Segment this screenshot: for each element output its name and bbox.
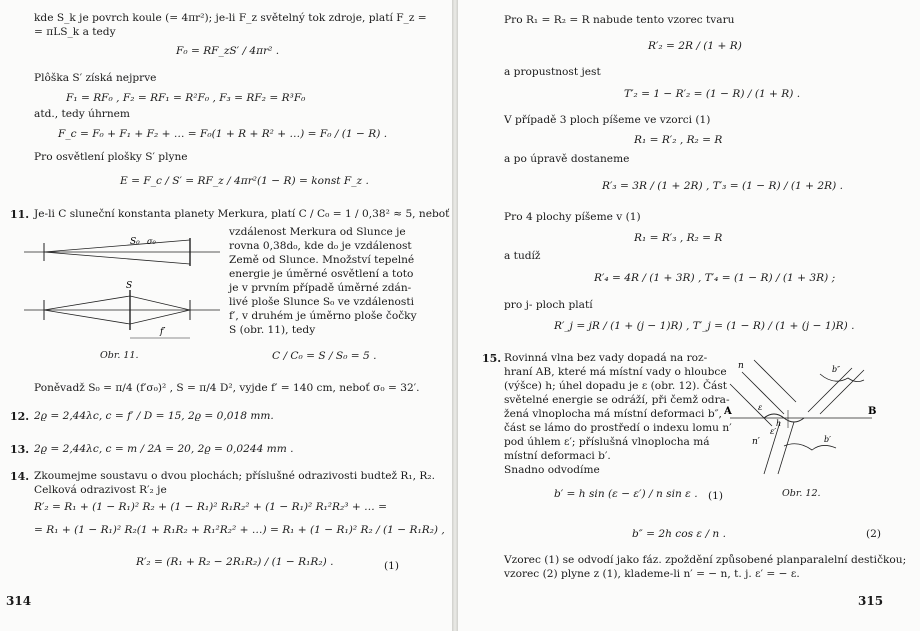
text-line: a po úpravě dostaneme [504,153,630,165]
text-line: atd., tedy úhrnem [34,108,130,120]
text-line: = πLS_k a tedy [34,26,116,38]
problem-number: 15. [482,352,502,365]
text-line: S (obr. 11), tedy [229,324,316,336]
text-line: Poněvadž S₀ = π/4 (f′σ₀)² , S = π/4 D², vyjde f′ = 140 cm, neboť σ₀ = 32′. [34,382,420,394]
equation: b′ = h sin (ε − ε′) / n sin ε . [554,488,698,500]
text-line: místní deformaci b′. [504,450,611,462]
fig-label-n: n [738,361,744,371]
equation: = R₁ + (1 − R₁)² R₂(1 + R₁R₂ + R₁²R₂² + …) = R₁ + (1 − R₁)² R₂ / (1 − R₁R₂) , [34,524,445,536]
fig-label-b: B [868,406,877,417]
text-line: V případě 3 ploch píšeme ve vzorci (1) [504,114,711,126]
text-line: Snadno odvodíme [504,464,600,476]
equation: T′₂ = 1 − R′₂ = (1 − R) / (1 + R) . [624,88,801,100]
equation: F_c = F₀ + F₁ + F₂ + … = F₀(1 + R + R² + …) = F₀ / (1 − R) . [58,128,388,140]
text-line: je v prvním případě úměrné zdán- [229,282,412,294]
equation: F₁ = RF₀ , F₂ = RF₁ = R²F₀ , F₃ = RF₂ = R³F₀ [66,92,306,104]
text-line: Země od Slunce. Množství tepelné [229,254,415,266]
text-line: pod úhlem ε′; příslušná vlnoplocha má [504,436,710,448]
equation: b″ = 2h cos ε / n . [632,528,726,540]
right-page [458,0,920,631]
text-line: Zkoumejme soustavu o dvou plochách; příslušné odrazivosti budtež R₁, R₂. [34,470,435,482]
problem-number: 14. [10,470,30,483]
equation: F₀ = RF_zS′ / 4πr² . [176,45,280,57]
page-number: 315 [858,594,884,608]
text-line: a propustnost jest [504,66,601,78]
text-line: rovna 0,38d₀, kde d₀ je vzdálenost [229,240,412,252]
equation-number: (1) [708,490,724,502]
equation: R₁ = R′₃ , R₂ = R [634,232,723,244]
text-line: hraní AB, které má místní vady o hloubce [504,366,727,378]
text-line: Vzorec (1) se odvodí jako fáz. zpoždění způsobené planparalelní destičkou; [504,554,907,566]
text-line: kde S_k je povrch koule (= 4πr²); je-li F_z světelný tok zdroje, platí F_z = [34,12,427,24]
equation-number: (2) [866,528,882,540]
text-line: Pro 4 plochy píšeme v (1) [504,211,641,223]
text-line: vzorec (2) plyne z (1), klademe-li n′ = − n, t. j. ε′ = − ε. [504,568,800,580]
text-line: pro j- ploch platí [504,299,593,311]
page-number: 314 [6,594,32,608]
text-line: vzdálenost Merkura od Slunce je [229,226,406,238]
figure-caption: Obr. 11. [100,350,139,361]
fig-label-sigma: σ₀ [147,237,156,246]
equation: R′₄ = 4R / (1 + 3R) , T′₄ = (1 − R) / (1 + 3R) ; [594,272,836,284]
equation: R′₂ = R₁ + (1 − R₁)² R₂ + (1 − R₁)² R₁R₂² + (1 − R₁)² R₁²R₂³ + … = [34,501,387,513]
equation: R₁ = R′₂ , R₂ = R [634,134,723,146]
equation: 2ϱ = 2,44λc, c = f′ / D = 15, 2ϱ = 0,018 mm. [34,410,274,422]
fig-label-s0: S₀ [130,237,140,247]
figure-11 [14,230,226,350]
problem-number: 11. [10,208,30,221]
fig-label-b1: b′ [824,435,831,444]
text-line: energie je úměrné osvětlení a toto [229,268,414,280]
text-line: Pro R₁ = R₂ = R nabude tento vzorec tvaru [504,14,735,26]
fig-label-h: h [776,419,782,428]
text-line: Celková odrazivost R′₂ je [34,484,167,496]
text-line: (výšce) h; úhel dopadu je ε (obr. 12). Část [504,380,728,392]
text-line: Rovinná vlna bez vady dopadá na roz- [504,352,708,364]
equation: 2ϱ = 2,44λc, c = m / 2A = 20, 2ϱ = 0,0244 mm . [34,443,294,455]
fig-label-eps2: ε′ [770,427,777,436]
text-line: a tudíž [504,250,541,262]
fig-label-b2: b″ [832,365,841,374]
problem-number: 12. [10,410,30,423]
equation: R′_j = jR / (1 + (j − 1)R) , T′_j = (1 − R) / (1 + (j − 1)R) . [554,320,855,332]
text-line: světelné energie se odráží, při čemž odra- [504,394,730,406]
equation: E = F_c / S′ = RF_z / 4πr²(1 − R) = konst F_z . [120,175,369,187]
text-line: Plôška S′ získá nejprve [34,72,157,84]
text-line: f′, v druhém je úměrno ploše čočky [229,310,417,322]
text-line: část se lámo do prostředí o indexu lomu n′ [504,422,732,434]
fig-label-s: S [126,281,133,291]
equation: R′₃ = 3R / (1 + 2R) , T′₃ = (1 − R) / (1 + 2R) . [602,180,843,192]
fig-label-n2: n′ [752,437,760,447]
equation: R′₂ = (R₁ + R₂ − 2R₁R₂) / (1 − R₁R₂) . [136,556,334,568]
equation-number: (1) [384,560,400,572]
fig-label-eps: ε [758,403,763,412]
fig-label-a: A [724,406,732,417]
text-line: livé ploše Slunce S₀ ve vzdálenosti [229,296,414,308]
figure-caption: Obr. 12. [782,488,821,499]
figure-12 [724,350,880,480]
text-line: žená vlnoplocha má místní deformaci b″, [504,408,722,420]
equation: R′₂ = 2R / (1 + R) [648,40,742,52]
problem-number: 13. [10,443,30,456]
fig-label-f: f′ [160,327,166,337]
left-page [0,0,452,631]
equation: C / C₀ = S / S₀ = 5 . [272,350,377,362]
text-line: Pro osvětlení plošky S′ plyne [34,151,188,163]
text-line: Je-li C sluneční konstanta planety Merkura, platí C / C₀ = 1 / 0,38² ≈ 5, neboť [34,208,450,220]
